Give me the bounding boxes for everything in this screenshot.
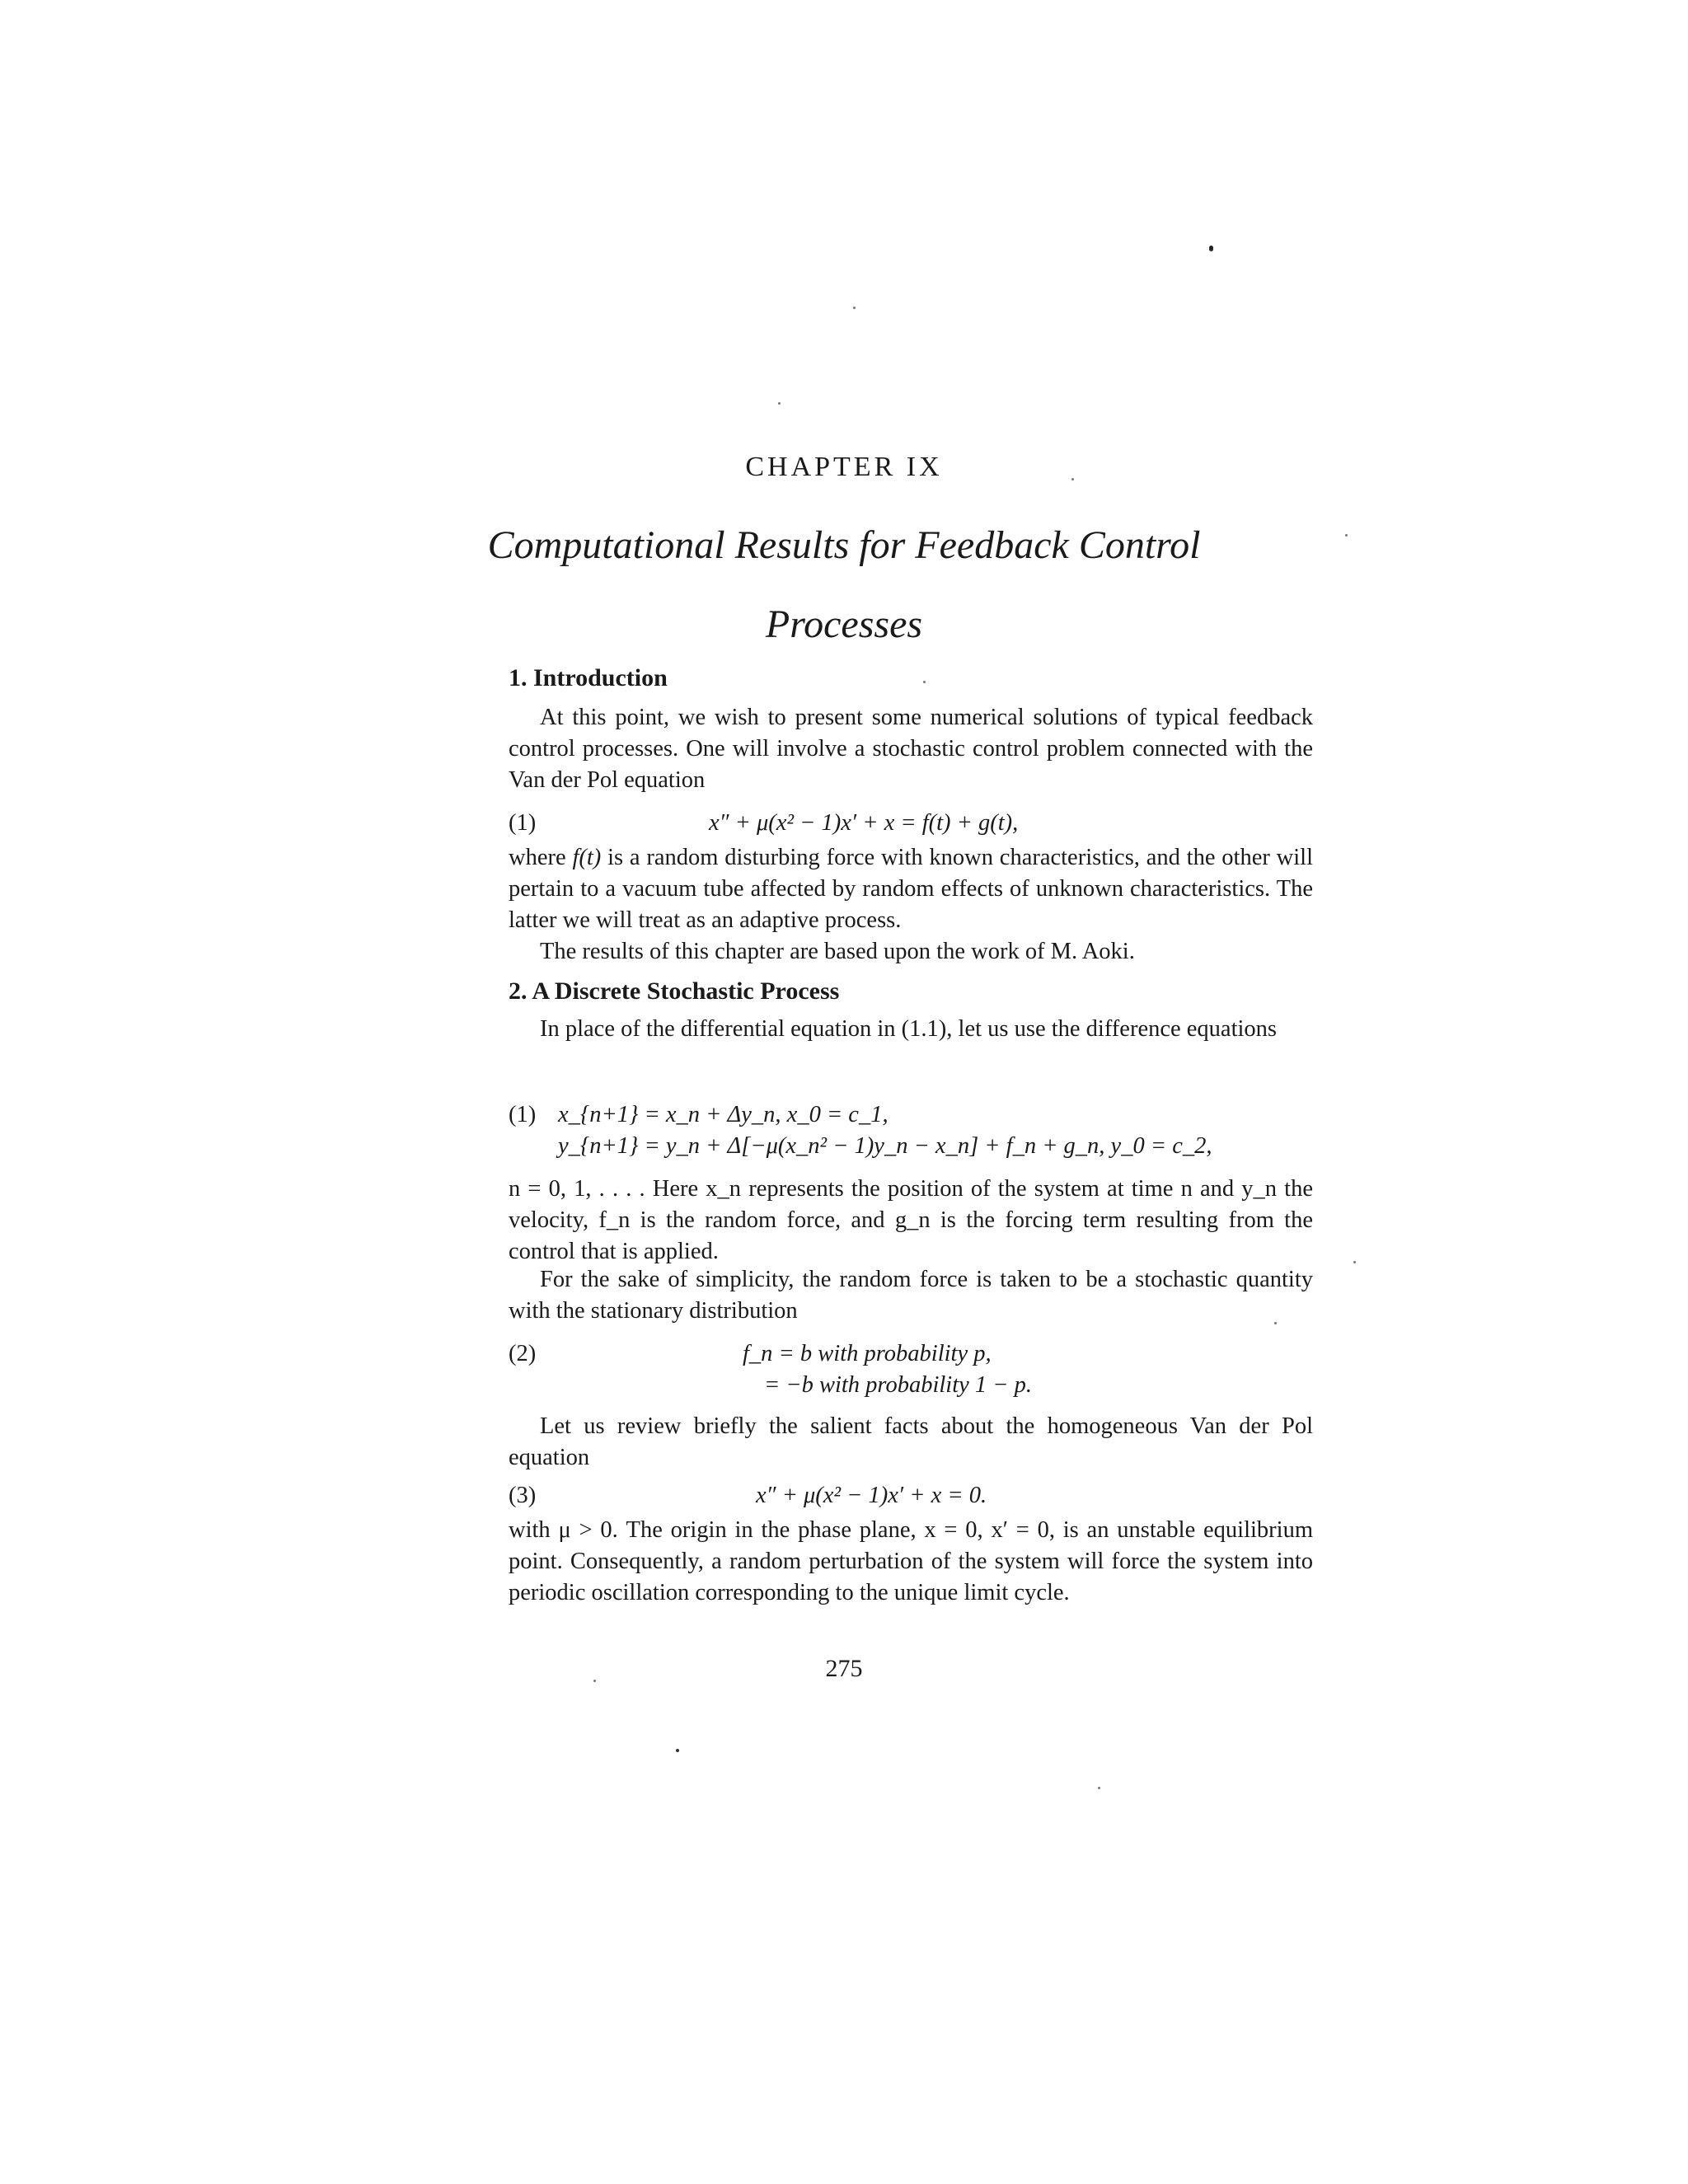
page-number: 275 — [825, 1655, 863, 1682]
chapter-title-line: Computational Results for Feedback Control — [487, 523, 1201, 567]
equation-body: x″ + μ(x² − 1)x′ + x = f(t) + g(t), — [709, 810, 1019, 836]
equation-system — [509, 1338, 1313, 1401]
scan-speck — [1098, 1787, 1100, 1789]
equation-line: = −b with probability 1 − p. — [764, 1372, 1033, 1398]
paragraph: Let us review briefly the salient facts about the homogeneous Van der Pol equation — [509, 1413, 1313, 1470]
paragraph — [509, 842, 1313, 936]
scan-speck — [923, 681, 926, 683]
equation-system — [509, 1099, 1313, 1162]
paragraph: n = 0, 1, . . . . Here x_n represents the position of the system at time n and y_n the velocity, f_n is the random force, and g_n is the forcing term resulting from the control that is applied. — [509, 1176, 1313, 1264]
scan-speck — [676, 1749, 679, 1752]
equation-number: (1) — [509, 810, 537, 836]
equation-line: f_n = b with probability p, — [743, 1341, 992, 1366]
section-heading: 1. Introduction — [509, 664, 668, 691]
paragraph: At this point, we wish to present some numerical solutions of typical feedback control processes. One will involve a stochastic control problem connected with the Van der Pol equation — [509, 705, 1313, 793]
paragraph: For the sake of simplicity, the random force is taken to be a stochastic quantity with the stationary distribution — [509, 1267, 1313, 1324]
equation-body: x″ + μ(x² − 1)x′ + x = 0. — [756, 1483, 987, 1508]
scan-speck — [1353, 1261, 1356, 1263]
equation-line: y_{n+1} = y_n + Δ[−μ(x_n² − 1)y_n − x_n] + f_n + g_n, y_0 = c_2, — [558, 1133, 1212, 1159]
chapter-title — [0, 506, 1688, 664]
equation-line: x_{n+1} = x_n + Δy_n, x_0 = c_1, — [558, 1102, 889, 1127]
scan-speck — [778, 402, 781, 405]
paragraph-text: where — [509, 845, 573, 870]
equation-number: (2) — [509, 1341, 537, 1366]
paragraph-text: is a random disturbing force with known characteristics, and the other will pertain to a vacuum tube affected by random effects of unknown characteristics. The latter we will treat as an adaptive process. — [509, 845, 1314, 933]
scan-speck — [1209, 246, 1213, 250]
paragraph: with μ > 0. The origin in the phase plane, x = 0, x′ = 0, is an unstable equilibrium point. Consequently, a random perturbation of the system will force the system into periodic oscillation corresponding to the unique limit cycle. — [509, 1517, 1313, 1605]
paragraph: The results of this chapter are based upon the work of M. Aoki. — [540, 939, 1135, 964]
math-term: f(t) — [572, 845, 602, 870]
chapter-label: CHAPTER IX — [745, 452, 943, 482]
equation-number: (3) — [509, 1483, 537, 1508]
paragraph: In place of the differential equation in (1.1), let us use the difference equations — [540, 1016, 1277, 1042]
chapter-title-line: Processes — [765, 602, 923, 646]
section-heading: 2. A Discrete Stochastic Process — [509, 977, 840, 1005]
equation-number: (1) — [509, 1102, 537, 1127]
scan-speck — [853, 307, 856, 309]
